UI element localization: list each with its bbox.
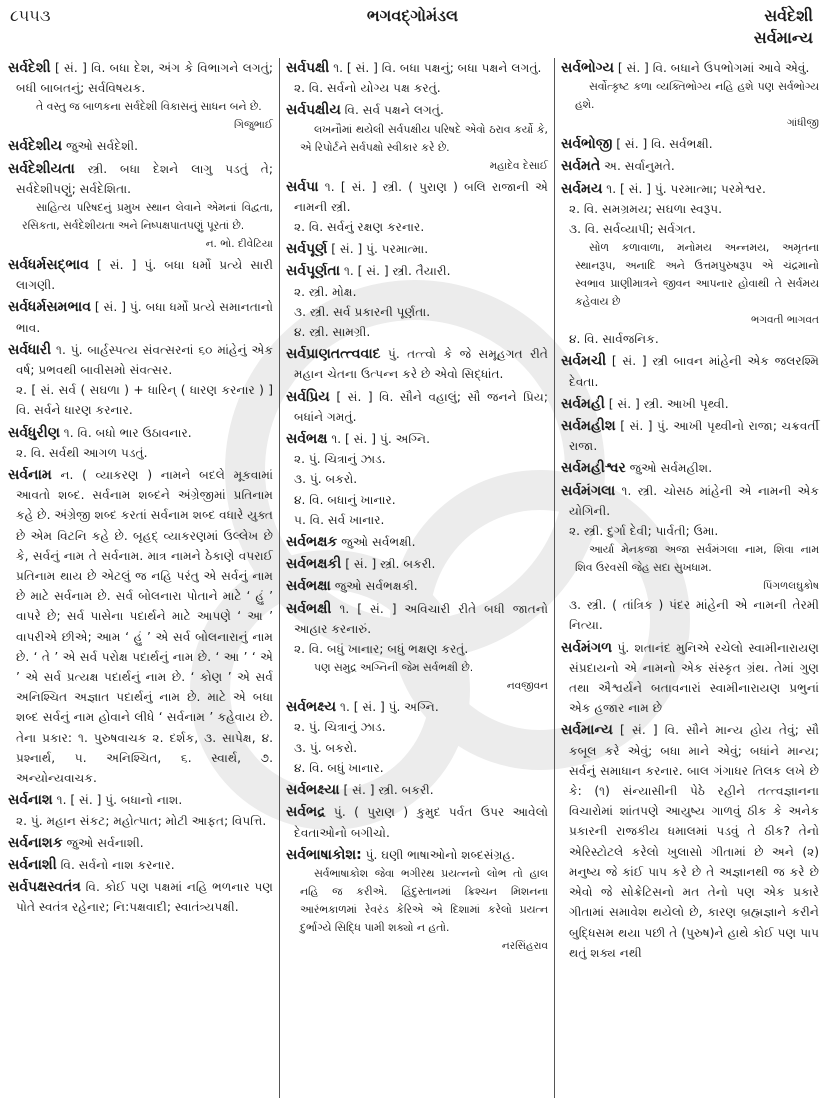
dictionary-entry	[286, 697, 548, 717]
definition: [ સં. ] વિ. સર્વભક્ષી.	[616, 137, 713, 152]
sense: ૩. પું. બકરો.	[294, 472, 358, 487]
headword: સર્વધર્મસદ્ભાવ	[8, 257, 89, 274]
sense: ૨. સ્ત્રી. મોક્ષ.	[294, 284, 357, 299]
dictionary-entry	[8, 136, 273, 156]
quotation-text: સાહિત્ય પરિષદનું પ્રમુખ સ્થાન લેવાને એમનાં વિદ્વતા, રસિકતા, સર્વદેશીયતા અને નિષ્પક્ષપાતપણું પૂરતાં છે.	[22, 201, 273, 233]
sense: ૫. વિ. સર્વ ખાનાર.	[294, 512, 385, 527]
headword: સર્વપ્રિય	[286, 388, 330, 405]
dictionary-entry	[286, 261, 548, 281]
definition: ૧. [ સં. ] પું. બધાનો નાશ.	[56, 793, 183, 808]
headword: સર્વમાન્ય	[561, 722, 613, 739]
sense: ૪. વિ. સાર્વજનિક.	[569, 332, 659, 347]
quotation-author: નવજીવન	[506, 680, 548, 693]
definition: અ. સર્વાનુમતે.	[604, 159, 675, 174]
quotation	[561, 78, 819, 132]
definition: પું. ( પુરાણ ) કુમુદ પર્વત ઉપર આવેલો દેવતાઓનો બગીચો.	[294, 805, 549, 840]
headword: સર્વધર્મસમભાવ	[8, 299, 91, 316]
definition: [ સં. ] વિ. સૌને માન્ય હોય તેવું; સૌ કબૂલ કરે એવું; બધા માને એવું; બધાંને માન્ય; સર્વનું સમાધાન કરનાર. બાલ ગંગાધર તિલક લખે છે કે: (૧) સંન્યાસીની પેઠે રહીને તત્ત્વજ્ઞાનના વિચારોમાં શાંતપણે આયુષ્ય ગાળવું ઠીક કે અનેક પ્રકારની રાજકીય ધમાલમાં પડવું તે ઠીક? તેનો એરિસ્ટોટલે કરેલો ખુલાસો ગીતામાં છે અને (૨) મનુષ્ય જે કાંઈ પાપ કરે છે તે અજ્ઞાનથી જ કરે છે એવો જે સોક્રેટિસનો મત તેનો પણ એક પ્રકારે ગીતામાં સમાવેશ થયેલો છે, કારણ બ્રહ્મજ્ઞાને કરીને બુદ્ધિસમ થયા પછી તે (પુરુષ)ને હાથે કોઈ પણ પાપ થતું શક્ય નથી	[569, 723, 820, 960]
quotation-text: સર્વોત્કૃષ્ટ કળા વ્યક્તિભોગ્ય નહિ હશે પણ સર્વભોગ્ય હશે.	[575, 80, 819, 112]
definition: [ સં. ] વિ. સૌને વહાલું; સૌ જનને પ્રિય; બધાંને ગમતું.	[294, 389, 549, 424]
sense: ૩. સ્ત્રી. ( તાંત્રિક ) પંદર માંહેની એ નામની તેરમી નિત્યા.	[569, 598, 819, 633]
headword: સર્વનાશી	[8, 856, 57, 873]
headword: સર્વપૂર્ણ	[286, 241, 328, 258]
sense: ૨. [ સં. સર્વ ( સઘળા ) + ધારિન્ ( ધારણ કરનાર ) ] વિ. સર્વને ધારણ કરનાર.	[16, 383, 273, 418]
column-divider	[279, 58, 280, 1098]
dictionary-entry	[8, 423, 273, 443]
dictionary-entry	[286, 780, 548, 800]
dictionary-entry	[561, 481, 819, 521]
quotation-author: ગિજુભાઈ	[233, 119, 273, 132]
definition: [ સં. ] પું. બધા ધર્મો પ્રત્યે સારી લાગણી.	[16, 258, 274, 293]
definition: [ સં. ] વિ. બધા દેશ, અંગ કે વિભાગને લગતું; બધી બાબતનું; સર્વવિષયક.	[16, 61, 273, 96]
headword: સર્વમતે	[561, 158, 601, 175]
dictionary-entry	[561, 416, 819, 456]
dictionary-entry	[286, 239, 548, 259]
headword: સર્વપક્ષીય	[286, 102, 341, 119]
sense: ૨. વિ. બધું ખાનાર; બધું ભક્ષણ કરતું.	[294, 642, 469, 657]
headword: સર્વનામ	[8, 467, 52, 484]
quotation-text: સોળ કળાવાળા, મનોમય અન્નમય, અમૃતના સ્થાનરૂપ, અનાદિ અને ઉત્તમપુરુષરૂપ એ ચંદ્રમાનો સ્વભાવ પ્રાણીમાત્રને જીવન આપનાર હોવાથી તે સર્વમય કહેવાય છે	[575, 241, 819, 309]
column-divider	[554, 58, 555, 1098]
headword: સર્વપક્ષસ્વતંત્ર	[8, 879, 81, 896]
headword: સર્વભક્ષકી	[286, 556, 342, 573]
sense: ૩. સ્ત્રી. સર્વ પ્રકારની પૂર્ણતા.	[294, 304, 431, 319]
definition: જુઓ સર્વભક્ષી.	[341, 535, 416, 550]
headword: સર્વદેશીયતા	[8, 160, 75, 177]
dictionary-entry	[8, 255, 273, 295]
quotation-author: ગાંધીજી	[787, 117, 819, 130]
dictionary-entry	[8, 297, 273, 337]
headword: સર્વમંગલા	[561, 482, 616, 499]
dictionary-entry	[286, 100, 548, 120]
definition: [ સં. ] પું. આખી પૃથ્વીનો રાજા; ચક્રવર્તી રાજા.	[569, 419, 820, 454]
quotation	[286, 121, 548, 175]
dictionary-entry	[561, 394, 819, 414]
sense: ૨. વિ. સર્વનો યોગ્ય પક્ષ કરતું.	[294, 81, 441, 96]
page-number: ૮૫૫૩	[10, 6, 51, 25]
dictionary-entry	[286, 576, 548, 596]
sense: ૨. વિ. સમગ્રમય; સઘળા સ્વરૂપ.	[569, 201, 723, 216]
dictionary-entry	[286, 802, 548, 842]
dictionary-entry	[561, 458, 819, 478]
headword: સર્વભક્ષ્યા	[286, 782, 340, 799]
headword: સર્વમહીશ્વર	[561, 460, 626, 477]
definition: [ સં. ] સ્ત્રી બાવન માંહેની એક જલરશ્મિ દેવતા.	[569, 354, 820, 389]
headword: સર્વમય	[561, 180, 603, 197]
definition: ન. ( વ્યાકરણ ) નામને બદલે મૂકવામાં આવતો શબ્દ. સર્વનામ શબ્દને અંગ્રેજીમાં પ્રતિનામ કહે છે. અંગ્રેજી શબ્દ કરતાં સર્વનામ શબ્દ વધારે યુક્ત છે એમ વિટનિ કહે છે. બૃહદ્ વ્યાકરણમાં ઉલ્લેખ છે કે, સર્વનું નામ તે સર્વનામ. માત્ર નામને ઠેકાણે વપરાઈ પ્રતિનામ થાય છે એટલું જ નહિ પરંતુ એ સર્વનું નામ છે માટે સર્વનામ છે. સર્વ બોલનારા પોતાને માટે ‘ હું ’ વાપરે છે; સર્વ પાસેના પદાર્થને માટે આપણે ‘ આ ’ વાપરીએ છીએ; આમ ‘ હું ’ એ સર્વ બોલનારાનું નામ છે. ‘ તે ’ એ સર્વ પરોક્ષ પદાર્થનું નામ છે. ‘ આ ’ ‘ એ ’ એ સર્વ પ્રત્યક્ષ પદાર્થનું નામ છે. ‘ કોણ ’ એ સર્વ અનિશ્ચિત અજ્ઞાત પદાર્થનું નામ છે. માટે એ બધા શબ્દ સર્વનું નામ હોવાને લીધે ‘ સર્વનામ ’ કહેવાય છે. તેના પ્રકાર: ૧. પુરુષવાચક ૨. દર્શક, ૩. સાપેક્ષ, ૪. પ્રશ્નાર્થ, ૫. અનિશ્ચિત, ૬. સ્વાર્થ, ૭. અન્યોન્યવાચક.	[16, 468, 273, 786]
definition: પું. તત્ત્વો કે જે સમૂહગત રીતે મહાન ચેતના ઉત્પન્ન કરે છે એવો સિદ્ધાંત.	[294, 347, 548, 382]
quotation-text: લખનૌમાં થયેલી સર્વપક્ષીય પરિષદે એવો ઠરાવ કર્યો કે, એ રિપોર્ટને સર્વપક્ષો સ્વીકાર કરે છે.	[300, 122, 548, 154]
definition: જુઓ સર્વભક્ષકી.	[334, 579, 418, 594]
headword: સર્વનાશક	[8, 834, 63, 851]
definition: જુઓ સર્વદેશી.	[66, 139, 138, 154]
headword: સર્વધુરીણ	[8, 424, 60, 441]
dictionary-entry	[8, 465, 273, 788]
headword: સર્વપા	[286, 178, 319, 195]
headword: સર્વભક્ષક	[286, 534, 338, 551]
headword: સર્વભોગ્ય	[561, 60, 614, 76]
sense: ૪. વિ. બધું ખાનાર.	[294, 760, 384, 775]
headword: સર્વભાષાકોશ:	[286, 846, 362, 863]
headword: સર્વનાશ	[8, 792, 53, 809]
dictionary-entry	[561, 134, 819, 154]
dictionary-entry	[8, 58, 273, 98]
dictionary-entry	[286, 429, 548, 449]
column-1	[8, 56, 273, 918]
column-3	[561, 56, 819, 963]
definition: [ સં. ] પું. બધા ધર્મો પ્રત્યે સમાનતાનો ભાવ.	[16, 300, 274, 335]
dictionary-entry	[561, 720, 819, 962]
quotation-text: તે વસ્તુ જ બાળકના સર્વદેશી વિકાસનું સાધન બને છે.	[36, 100, 262, 114]
definition: ૧. [ સં. ] પું. પરમાત્મા; પરમેશ્વર.	[606, 181, 766, 196]
headword: સર્વધારી	[8, 341, 52, 358]
quotation	[8, 199, 273, 253]
dictionary-entry	[286, 845, 548, 865]
definition: [ સં. ] સ્ત્રી. બકરી.	[345, 557, 436, 572]
headword: સર્વભદ્ર	[286, 804, 326, 821]
headword: સર્વમહી	[561, 395, 605, 412]
sense: ૨. વિ. સર્વથી આગળ પડતું.	[16, 445, 148, 460]
dictionary-entry	[8, 790, 273, 810]
quotation-text: પણ સમુદ્ર અગ્નિની જેમ સર્વભક્ષી છે.	[314, 661, 474, 675]
definition: જુઓ સર્વનાશી.	[66, 835, 144, 850]
definition: વિ. સર્વ પક્ષને લગતું.	[344, 103, 444, 118]
definition: ૧. [ સં. ] સ્ત્રી. ( પુરાણ ) બલિ રાજાની એ નામની સ્ત્રી.	[294, 179, 549, 214]
guide-word-last: સર્વમાન્ય	[753, 28, 813, 47]
sense: ૪. સ્ત્રી. સામગ્રી.	[294, 325, 371, 340]
headword: સર્વમહીશ	[561, 418, 616, 435]
dictionary-entry	[561, 351, 819, 391]
dictionary-entry	[8, 340, 273, 380]
headword: સર્વદેશીય	[8, 138, 63, 155]
definition: [ સં. ] વિ. બધાને ઉપભોગમાં આવે એવું.	[617, 61, 810, 75]
quotation-author: પિંગળલઘુકોષ	[763, 580, 819, 593]
dictionary-entry	[286, 599, 548, 639]
dictionary-entry	[561, 156, 819, 176]
headword: સર્વમચી	[561, 353, 607, 370]
headword: સર્વભક્ષી	[286, 600, 332, 617]
dictionary-entry	[8, 877, 273, 917]
definition: સ્ત્રી. બધા દેશને લાગુ પડતું તે; સર્વદેશીપણું; સર્વદેશિતા.	[16, 161, 273, 196]
definition: વિ. સર્વનો નાશ કરનાર.	[60, 857, 175, 872]
definition: ૧. [ સં. ] પું. અગ્નિ.	[331, 432, 430, 447]
quotation-author: ભગવતી ભાગવત	[750, 314, 819, 327]
definition: ૧. [ સં. ] વિ. બધા પક્ષનું; બધા પક્ષને લગતું.	[333, 61, 542, 75]
headword: સર્વભક્ષા	[286, 578, 331, 595]
sense: ૨. સ્ત્રી. દુર્ગા દેવી; પાર્વતી; ઉમા.	[569, 524, 719, 539]
sense: ૨. પું. મહાન સંકટ; મહોત્પાત; મોટી આફત; વિપત્તિ.	[16, 813, 267, 828]
quotation	[561, 541, 819, 595]
sense: ૩. પું. બકરો.	[294, 740, 358, 755]
dictionary-entry	[561, 179, 819, 199]
quotation-text: સર્વભાષાકોશ જેવા ભગીરથ પ્રયત્નનો લોભ તો હાલ નહિ જ કરીએ. હિંદુસ્તાનમાં ક્રિશ્ચન મિશનના આરંભકાળમાં રેવરંડ કેરિએ એ દિશામાં કરેલો પ્રયત્ન દુર્ભાગ્યે સિદ્ધિ પામી શક્યો ન હતો.	[300, 866, 548, 934]
page-title: ભગવદ્ગોમંડલ	[366, 6, 459, 25]
dictionary-entry	[286, 344, 548, 384]
quotation	[286, 659, 548, 695]
headword: સર્વભક્ષ્ય	[286, 699, 337, 716]
definition: [ સં. ] સ્ત્રી. આખી પૃથ્વી.	[608, 396, 729, 411]
quotation	[286, 865, 548, 955]
quotation-author: નરસિંહરાવ	[501, 939, 548, 952]
headword: સર્વપ્રાણતત્ત્વવાદ	[286, 346, 381, 363]
definition: ૧. વિ. બધો ભાર ઉઠાવનાર.	[63, 425, 192, 440]
definition: પું. ઘણી ભાષાઓનો શબ્દસંગ્રહ.	[365, 847, 516, 862]
quotation	[8, 98, 273, 134]
headword: સર્વભોજી	[561, 136, 613, 153]
definition: ૧. સ્ત્રી. ચોસઠ માંહેની એ નામની એક યોગિની.	[569, 483, 820, 518]
definition: [ સં. ] સ્ત્રી. બકરી.	[343, 783, 434, 798]
quotation-text: આર્યા મેનકજા અજા સર્વમંગલા નામ, શિવા નામ શિવ ઉરવસી જેહ સદા સુખધામ.	[575, 543, 819, 575]
quotation-author: મહાદેવ દેસાઈ	[489, 159, 548, 172]
dictionary-entry	[286, 532, 548, 552]
headword: સર્વપક્ષી	[286, 60, 330, 76]
dictionary-entry	[561, 58, 819, 78]
sense: ૩. વિ. સર્વવ્યાપી; સર્વગત.	[569, 222, 696, 237]
sense: ૨. વિ. સર્વનું રક્ષણ કરનાર.	[294, 220, 425, 235]
headword: સર્વમંગળ	[561, 639, 613, 656]
definition: ૧. [ સં. ] અવિચારી રીતે બધી જાતનો આહાર કરનારું.	[294, 601, 549, 636]
dictionary-entry	[561, 638, 819, 719]
dictionary-entry	[286, 58, 548, 78]
definition: વિ. કોઈ પણ પક્ષમાં નહિ ભળનાર પણ પોતે સ્વતંત્ર રહેનાર; નિ:પક્ષવાદી; સ્વાતંત્ર્યપક્ષી.	[16, 880, 273, 915]
dictionary-entry	[8, 833, 273, 853]
dictionary-entry	[286, 554, 548, 574]
sense: ૨. પું. ચિત્રાનું ઝાડ.	[294, 452, 386, 467]
column-2	[286, 56, 548, 955]
sense: ૪. વિ. બધાનું ખાનાર.	[294, 492, 396, 507]
guide-word-first: સર્વદેશી	[764, 6, 813, 25]
definition: ૧. પું. બાર્હસ્પત્ય સંવત્સરનાં ૬૦ માંહેનું એક વર્ષ; પ્રભવથી બાવીસમો સંવત્સર.	[16, 342, 273, 378]
dictionary-entry	[8, 159, 273, 199]
headword: સર્વદેશી	[8, 60, 51, 76]
headword: સર્વભક્ષ	[286, 431, 328, 448]
definition: ૧. [ સં. ] પું. અગ્નિ.	[340, 700, 439, 715]
definition: જુઓ સર્વમહીશ.	[629, 461, 713, 476]
quotation-author: ન. ભો. દીવેટિયા	[205, 238, 273, 251]
definition: ૧. [ સં. ] સ્ત્રી. તૈયારી.	[343, 264, 451, 279]
quotation	[561, 239, 819, 329]
headword: સર્વપૂર્ણતા	[286, 263, 341, 280]
dictionary-entry	[8, 855, 273, 875]
dictionary-entry	[286, 387, 548, 427]
definition: પું. શતાનંદ મુનિએ રચેલો સ્વામીનારાયણ સંપ્રદાયનો એ નામનો એક સંસ્કૃત ગ્રંથ. તેમાં ગુણ તથા ઐશ્વર્યને બતાવનારાં સ્વામીનારાયણ પ્રભુનાં એક હજાર નામ છે	[569, 640, 820, 716]
definition: [ સં. ] પું. પરમાત્મા.	[331, 242, 429, 257]
sense: ૨. પું. ચિત્રાનું ઝાડ.	[294, 720, 386, 735]
dictionary-entry	[286, 177, 548, 217]
